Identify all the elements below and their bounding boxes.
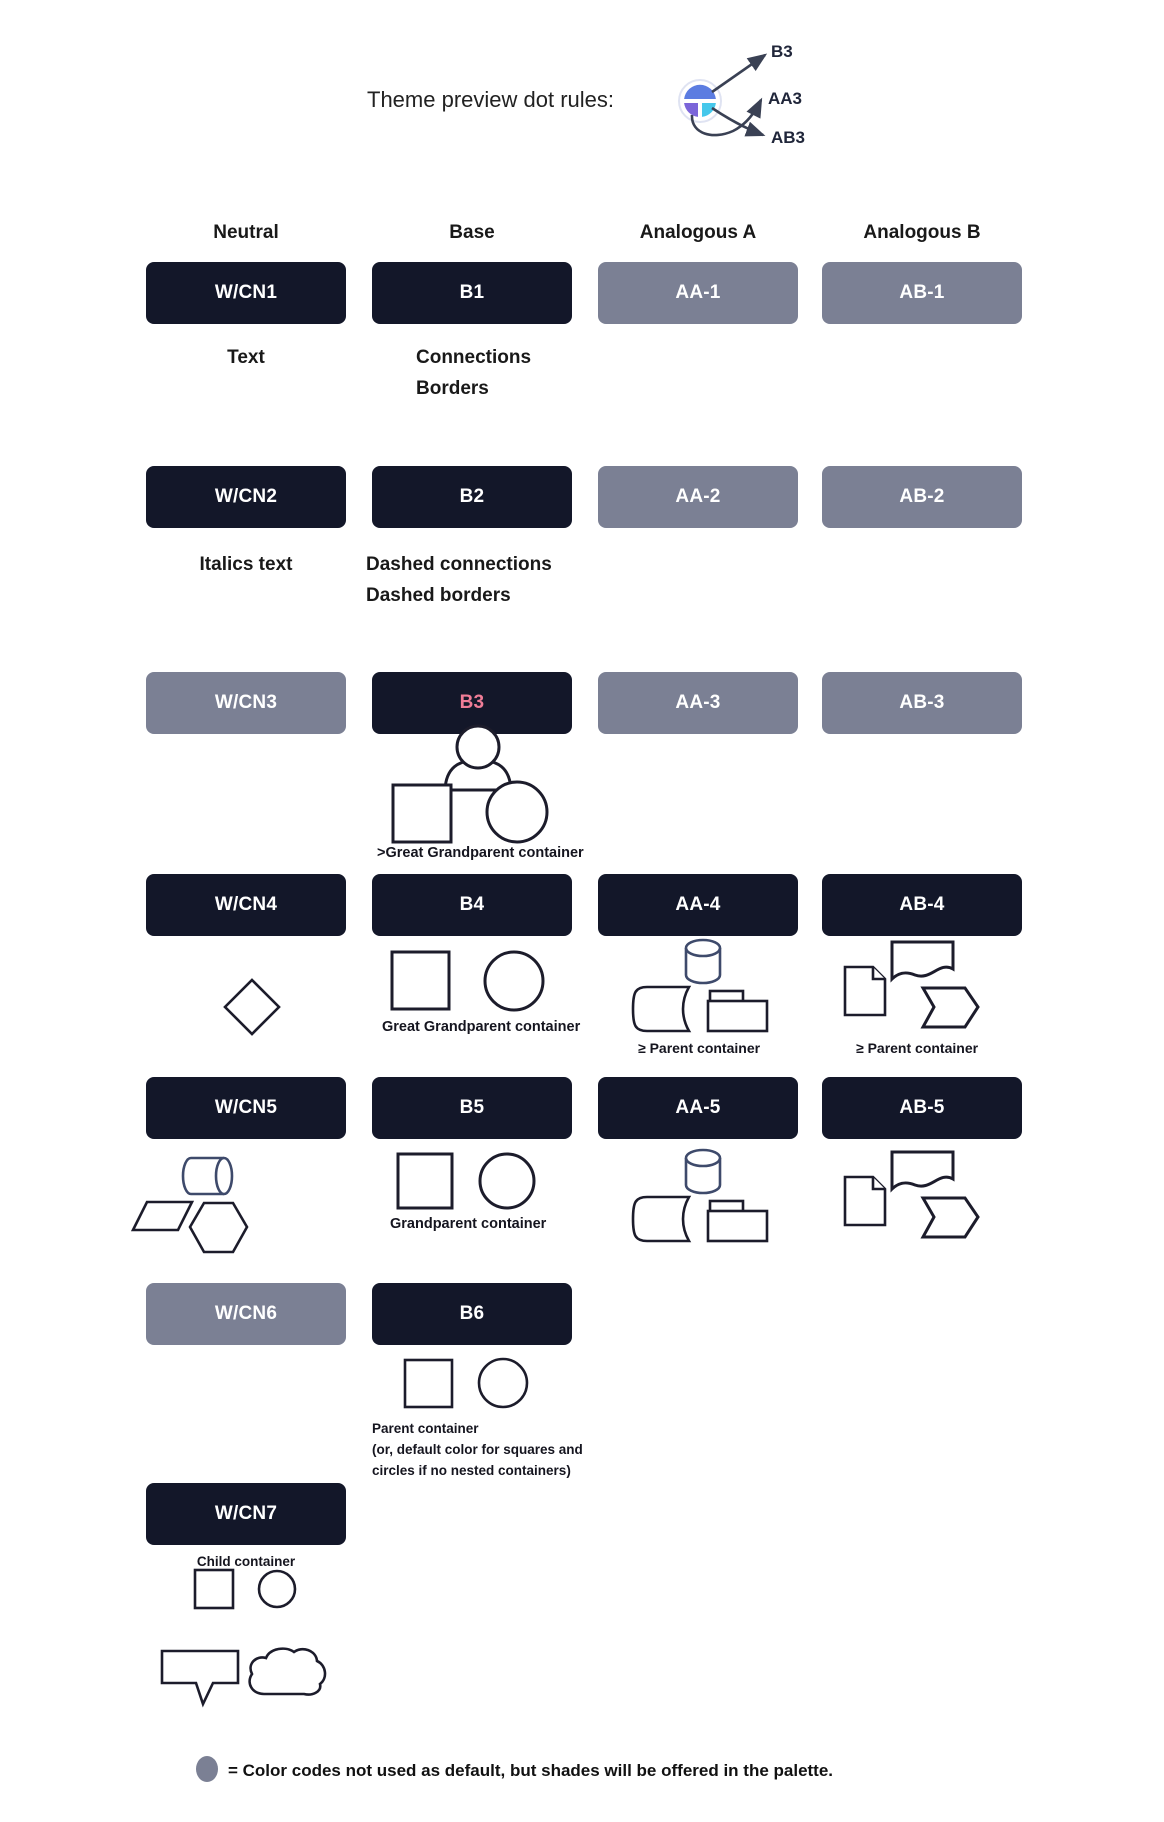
document-fold xyxy=(873,967,885,979)
legend-dot-icon xyxy=(194,1754,222,1784)
column-header-analogous-b: Analogous B xyxy=(863,222,981,243)
column-header-base: Base xyxy=(449,222,495,243)
column-header-analogous-a: Analogous A xyxy=(639,222,757,243)
ab5-shape-cluster xyxy=(835,1145,990,1245)
swatch-ab2: AB-2 xyxy=(822,466,1022,528)
dot-bottom-left-purple-segment xyxy=(684,103,698,117)
person-head-icon xyxy=(457,726,499,768)
swatch-aa5: AA-5 xyxy=(598,1077,798,1139)
caption-italics-text: Italics text xyxy=(199,554,293,575)
speech-bubble-shape xyxy=(162,1651,238,1704)
b6-shape-cluster xyxy=(395,1353,535,1413)
parallelogram-shape xyxy=(133,1202,192,1230)
caption-line: Dashed connections xyxy=(366,554,552,575)
chevron-shape xyxy=(923,1198,978,1237)
circle-shape xyxy=(479,1359,527,1407)
cloud-shape xyxy=(250,1649,325,1695)
swatch-aa4: AA-4 xyxy=(598,874,798,936)
swatch-aa3: AA-3 xyxy=(598,672,798,734)
cylinder-cap xyxy=(216,1158,232,1194)
wavy-document-shape xyxy=(892,1152,953,1189)
caption-line: circles if no nested containers) xyxy=(372,1463,571,1478)
aa4-shape-cluster xyxy=(625,933,775,1035)
caption-aa4: ≥ Parent container xyxy=(638,1040,761,1056)
square-shape xyxy=(405,1360,452,1407)
caption-line: Borders xyxy=(416,378,489,399)
swatch-ab4: AB-4 xyxy=(822,874,1022,936)
swatch-b6: B6 xyxy=(372,1283,572,1345)
caption-connections-borders xyxy=(416,342,531,404)
caption-line: (or, default color for squares and xyxy=(372,1442,583,1457)
swatch-wcn6: W/CN6 xyxy=(146,1283,346,1345)
caption-b5: Grandparent container xyxy=(390,1216,547,1232)
ab4-shape-cluster xyxy=(835,935,990,1035)
swatch-b2: B2 xyxy=(372,466,572,528)
caption-b6 xyxy=(372,1418,583,1481)
swatch-b5: B5 xyxy=(372,1077,572,1139)
folder-shape xyxy=(708,1211,767,1241)
swatch-ab3: AB-3 xyxy=(822,672,1022,734)
cylinder-top xyxy=(686,940,720,956)
square-shape xyxy=(195,1570,233,1608)
theme-preview-dot-icon xyxy=(655,28,835,158)
swatch-aa1: AA-1 xyxy=(598,262,798,324)
gray-dot xyxy=(196,1756,218,1782)
stored-data-shape xyxy=(633,987,689,1031)
dot-rule-label-b3: B3 xyxy=(771,42,793,61)
square-shape xyxy=(393,785,451,842)
swatch-wcn4: W/CN4 xyxy=(146,874,346,936)
circle-shape xyxy=(487,782,547,842)
swatch-wcn1: W/CN1 xyxy=(146,262,346,324)
chevron-shape xyxy=(923,988,978,1027)
caption-b4: Great Grandparent container xyxy=(382,1019,581,1035)
wcn7-extra-shape-cluster xyxy=(150,1638,340,1710)
circle-shape xyxy=(485,952,543,1010)
caption-wcn7: Child container xyxy=(196,1554,296,1569)
legend-text: = Color codes not used as default, but shades will be offered in the palette. xyxy=(228,1761,834,1780)
circle-shape xyxy=(259,1571,295,1607)
arrow-to-b3 xyxy=(712,55,765,92)
caption-text: Text xyxy=(227,347,265,368)
swatch-wcn3: W/CN3 xyxy=(146,672,346,734)
swatch-b3: B3 xyxy=(372,672,572,734)
swatch-wcn5: W/CN5 xyxy=(146,1077,346,1139)
caption-line: Parent container xyxy=(372,1421,479,1436)
swatch-aa2: AA-2 xyxy=(598,466,798,528)
caption-b3: >Great Grandparent container xyxy=(377,845,584,861)
b5-shape-cluster xyxy=(390,1146,540,1212)
dot-top-blue-segment xyxy=(684,85,716,99)
swatch-wcn2: W/CN2 xyxy=(146,466,346,528)
column-header-neutral: Neutral xyxy=(213,222,279,243)
caption-ab4: ≥ Parent container xyxy=(856,1040,979,1056)
page-title: Theme preview dot rules: xyxy=(367,87,614,112)
dot-rule-label-ab3: AB3 xyxy=(771,128,806,147)
diamond-shape xyxy=(225,980,279,1034)
hexagon-shape xyxy=(190,1203,247,1252)
wavy-document-shape xyxy=(892,942,953,979)
square-shape xyxy=(398,1154,452,1208)
swatch-ab1: AB-1 xyxy=(822,262,1022,324)
wcn4-shape-cluster xyxy=(221,976,283,1038)
wcn5-shape-cluster xyxy=(120,1150,260,1255)
caption-dashed-connections-borders xyxy=(366,549,552,611)
aa5-shape-cluster xyxy=(625,1143,775,1245)
swatch-b1: B1 xyxy=(372,262,572,324)
folder-shape xyxy=(708,1001,767,1031)
dot-rule-label-aa3: AA3 xyxy=(768,89,803,108)
b4-shape-cluster xyxy=(385,945,550,1017)
caption-line: Connections xyxy=(416,347,532,368)
caption-line: Dashed borders xyxy=(366,585,511,606)
circle-shape xyxy=(480,1154,534,1208)
square-shape xyxy=(392,952,449,1009)
stored-data-shape xyxy=(633,1197,689,1241)
swatch-b4: B4 xyxy=(372,874,572,936)
b3-shape-cluster xyxy=(370,716,585,861)
swatch-ab5: AB-5 xyxy=(822,1077,1022,1139)
cylinder-top xyxy=(686,1150,720,1166)
swatch-wcn7: W/CN7 xyxy=(146,1483,346,1545)
wcn7-shape-cluster xyxy=(185,1564,315,1614)
